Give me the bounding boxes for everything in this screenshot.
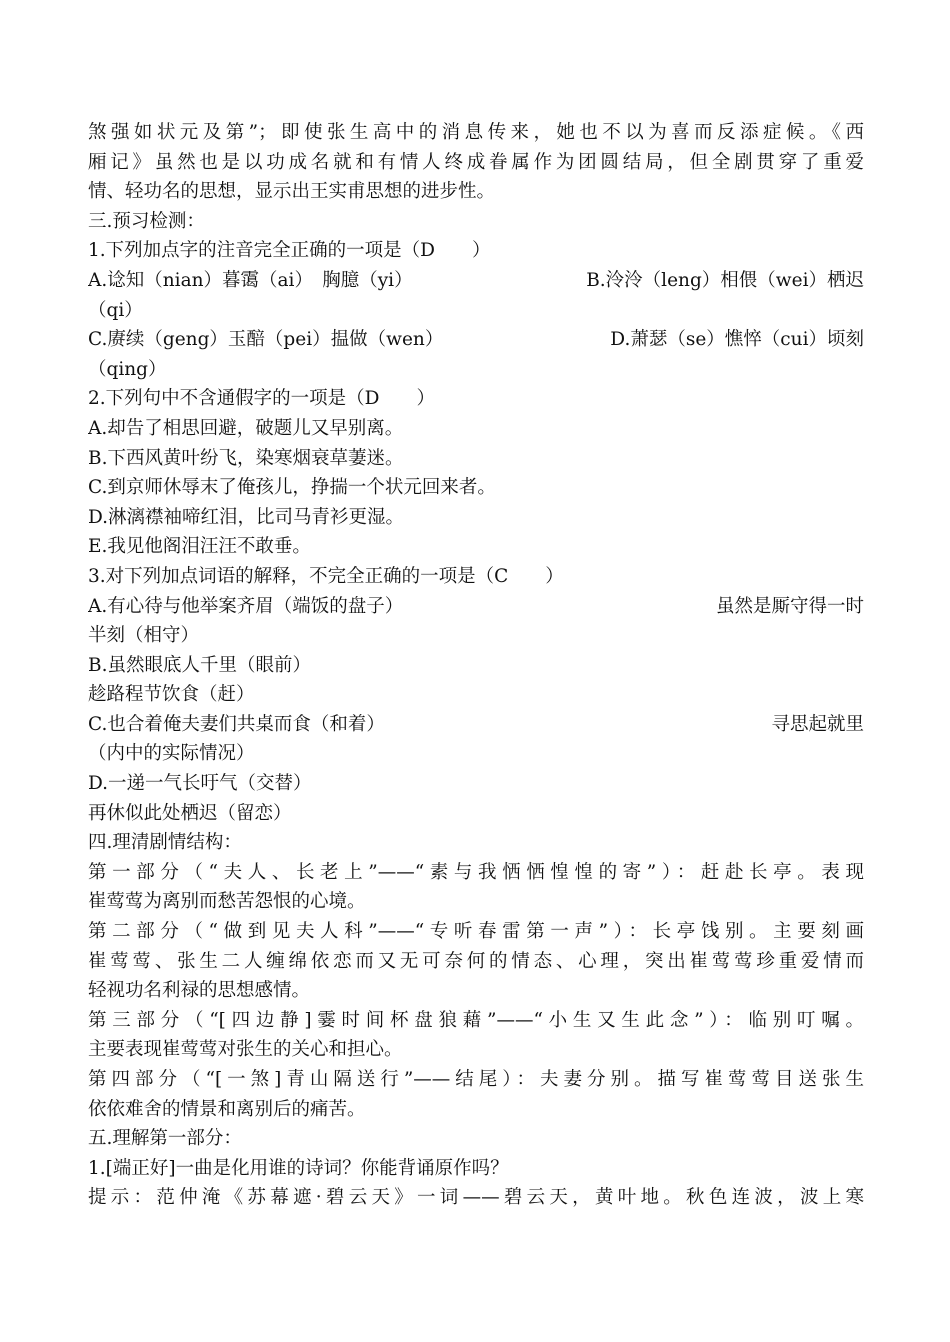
- q1-options-cd: [88, 325, 864, 355]
- q3-option-a-part1: A.有心待与他举案齐眉（端饭的盘子）: [88, 595, 404, 617]
- q2-option-a: A.却告了相思回避，破题儿又早别离。: [88, 417, 404, 439]
- q1-options-ab: [88, 266, 864, 296]
- section-5-heading: 五.理解第一部分：: [88, 1128, 242, 1150]
- q1-option-b-cont: （qi）: [88, 299, 143, 321]
- q2-option-e: E.我见他阁泪汪汪不敢垂。: [88, 536, 311, 558]
- part1-line-2: 崔莺莺为离别而愁苦怨恨的心境。: [88, 891, 366, 913]
- q3-option-a-part2: 虽然是厮守得一时: [715, 595, 864, 617]
- q1-option-d: D.萧瑟（se）憔悴（cui）顷刻: [610, 329, 864, 351]
- part3-line-1: 第三部分（“[四边静]霎时间杯盘狼藉”——“小生又生此念”）：临别叮嘱。: [88, 1009, 864, 1031]
- q3-option-b-part1: B.虽然眼底人千里（眼前）: [88, 654, 311, 676]
- q2-stem: 2.下列句中不含通假字的一项是（D ）: [88, 388, 435, 410]
- q2-option-c: C.到京师休辱末了俺孩儿，挣揣一个状元回来者。: [88, 477, 496, 499]
- part3-line-2: 主要表现崔莺莺对张生的关心和担心。: [88, 1039, 403, 1061]
- q2-option-d: D.淋漓襟袖啼红泪，比司马青衫更湿。: [88, 506, 405, 528]
- document-page: [88, 118, 864, 1213]
- q1-option-c: C.赓续（geng）玉醅（pei）揾做（wen）: [88, 329, 444, 351]
- s5-question-1: 1.[端正好]一曲是化用谁的诗词？你能背诵原作吗？: [88, 1157, 509, 1179]
- q1-stem: 1.下列加点字的注音完全正确的一项是（D ）: [88, 240, 491, 262]
- part2-line-1: 第二部分（“做到见夫人科”——“专听春雷第一声”）：长亭饯别。主要刻画: [88, 921, 864, 943]
- intro-line-2: 厢记》虽然也是以功成名就和有情人终成眷属作为团圆结局，但全剧贯穿了重爱: [88, 151, 864, 173]
- q3-option-a-cont: 半刻（相守）: [88, 625, 200, 647]
- s5-hint: 提示：范仲淹《苏幕遮·碧云天》一词——碧云天，黄叶地。秋色连波，波上寒: [88, 1187, 864, 1209]
- part4-line-2: 依依难舍的情景和离别后的痛苦。: [88, 1098, 366, 1120]
- q1-option-d-cont: （qing）: [88, 358, 167, 380]
- q1-option-a: A.谂知（nian）暮霭（ai） 胸臆（yi）: [88, 269, 413, 291]
- q3-option-b-part2: 趁路程节饮食（赶）: [88, 684, 255, 706]
- section-4-heading: 四.理清剧情结构：: [88, 832, 242, 854]
- q2-option-b: B.下西风黄叶纷飞，染寒烟衰草萋迷。: [88, 447, 404, 469]
- intro-line-3: 情、轻功名的思想，显示出王实甫思想的进步性。: [88, 181, 496, 203]
- part2-line-3: 轻视功名利禄的思想感情。: [88, 980, 311, 1002]
- q3-option-c-part1: C.也合着俺夫妻们共桌而食（和着）: [88, 713, 385, 735]
- q1-option-b: B.泠泠（leng）相偎（wei）栖迟: [586, 269, 864, 291]
- q3-option-c-cont: （内中的实际情况）: [88, 743, 255, 765]
- q3-option-d-part1: D.一递一气长吁气（交替）: [88, 773, 312, 795]
- part1-line-1: 第一部分（“夫人、长老上”——“素与我恓恓惶惶的寄”）：赶赴长亭。表现: [88, 861, 864, 883]
- q3-option-d-part2: 再休似此处栖迟（留恋）: [88, 802, 292, 824]
- q3-stem: 3.对下列加点词语的解释，不完全正确的一项是（C ）: [88, 565, 564, 587]
- section-3-heading: 三.预习检测：: [88, 210, 205, 232]
- q3-option-a: [88, 592, 864, 622]
- q3-option-c: [88, 710, 864, 740]
- part4-line-1: 第四部分（“[一煞]青山隔送行”——结尾）：夫妻分别。描写崔莺莺目送张生: [88, 1069, 864, 1090]
- q3-option-c-part2: 寻思起就里: [771, 713, 864, 735]
- intro-line-1: 煞强如状元及第”；即使张生高中的消息传来，她也不以为喜而反添症候。《西: [88, 122, 864, 143]
- part2-line-2: 崔莺莺、张生二人缠绵依恋而又无可奈何的情态、心理，突出崔莺莺珍重爱情而: [88, 950, 864, 972]
